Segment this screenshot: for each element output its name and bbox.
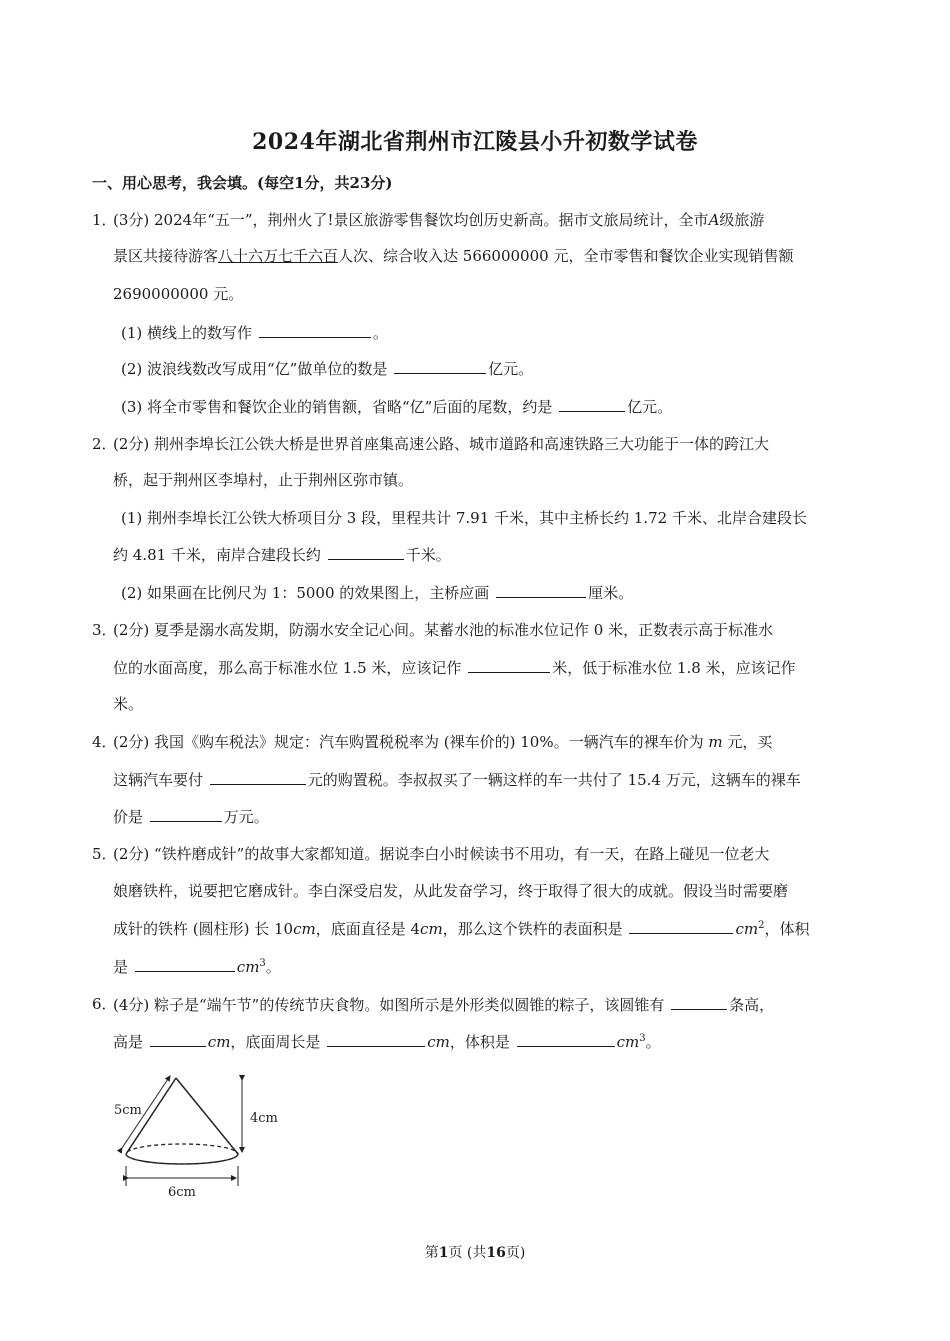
answer-blank[interactable] [259,322,371,338]
answer-blank[interactable] [496,582,586,598]
answer-blank[interactable] [328,544,404,560]
q5-line3: 成针的铁杵 (圆柱形) 长 10cm，底面直径是 4cm，那么这个铁杵的表面积是 $cm^2$，体积 [113,920,810,938]
q2-line1: (2分) 荆州李埠长江公铁大桥是世界首座集高速公路、城市道路和高速铁路三大功能于一体的跨江大 [113,435,770,453]
q1-sub1: (1) 横线上的数写作 。 [121,324,388,342]
q2-number: 2． [92,435,117,453]
q1-line3: 2690000000 元。 [113,285,244,303]
answer-blank[interactable] [671,994,727,1010]
answer-blank[interactable] [135,956,235,972]
q3-line1: (2分) 夏季是溺水高发期，防溺水安全记心间。某蓄水池的标准水位记作 0 米，正数表示高于标准水 [113,621,774,639]
answer-blank[interactable] [394,358,486,374]
q5-line1: (2分) “铁杵磨成针”的故事大家都知道。据说李白小时候读书不用功，有一天，在路上碰见一位老大 [113,845,770,863]
cone-right-side [176,1078,238,1154]
q1-line2: 景区共接待游客八十六万七千六百人次、综合收入达 566000000 元，全市零售和餐饮企业实现销售额 [113,247,794,265]
diameter-label: 6cm [168,1185,196,1200]
q2-sub1-line2: 约 4.81 千米，南岸合建段长约 千米。 [113,546,451,564]
q6-line2: 高是 cm，底面周长是 cm，体积是 $cm^3$。 [113,1033,661,1051]
q1-number: 1． [92,211,117,229]
q2-line2: 桥，起于荆州区李埠村，止于荆州区弥市镇。 [113,471,414,489]
answer-blank[interactable] [210,769,306,785]
q2-sub2: (2) 如果画在比例尺为 1：5000 的效果图上，主桥应画 厘米。 [121,584,634,602]
height-label: 4cm [250,1111,278,1126]
q5-line2: 娘磨铁杵，说要把它磨成针。李白深受启发，从此发奋学习，终于取得了很大的成就。假设当时需要磨 [113,882,789,900]
q3-line2: 位的水面高度，那么高于标准水位 1.5 米，应该记作 米，低于标准水位 1.8 米，应该记作 [113,659,796,677]
q5-number: 5． [92,845,117,863]
q3-number: 3． [92,621,117,639]
answer-blank[interactable] [517,1031,615,1047]
answer-blank[interactable] [468,657,550,673]
q1-sub3: (3) 将全市零售和餐饮企业的销售额，省略“亿”后面的尾数，约是 亿元。 [121,398,673,416]
q6-number: 6． [92,995,117,1013]
underlined-number: 八十六万七千六百 [218,247,339,265]
answer-blank[interactable] [327,1031,425,1047]
slant-label: 5cm [114,1103,142,1118]
q6-line1: (4分) 粽子是“端午节”的传统节庆食物。如图所示是外形类似圆锥的粽子，该圆锥有 条高， [113,996,775,1014]
answer-blank[interactable] [150,1031,206,1047]
answer-blank[interactable] [629,918,733,934]
q3-line3: 米。 [113,695,144,713]
q5-line4: 是 $cm^3$。 [113,958,281,976]
q4-number: 4． [92,733,117,751]
cone-figure [110,1068,300,1208]
q4-line1: (2分) 我国《购车税法》规定：汽车购置税税率为 (裸车价的) 10%。一辆汽车的裸车价为 m 元，买 [113,733,773,751]
answer-blank[interactable] [150,806,222,822]
page-title: 2024年湖北省荆州市江陵县小升初数学试卷 [252,129,698,155]
q4-line2: 这辆汽车要付 元的购置税。李叔叔买了一辆这样的车一共付了 15.4 万元，这辆车的裸车 [113,771,801,789]
q4-line3: 价是 万元。 [113,808,269,826]
page-footer: 第1页 (共16页) [424,1245,526,1261]
q2-sub1-line1: (1) 荆州李埠长江公铁大桥项目分 3 段，里程共计 7.91 千米，其中主桥长约 1.72 千米、北岸合建段长 [121,509,807,527]
section-heading: 一、用心思考，我会填。(每空1分，共23分) [92,174,393,192]
answer-blank[interactable] [559,396,625,412]
q1-sub2: (2) 波浪线数改写成用“亿”做单位的数是 亿元。 [121,360,534,378]
q1-line1: (3分) 2024年“五一”，荆州火了!景区旅游零售餐饮均创历史新高。据市文旅局统计，全市A级旅游 [113,211,765,229]
